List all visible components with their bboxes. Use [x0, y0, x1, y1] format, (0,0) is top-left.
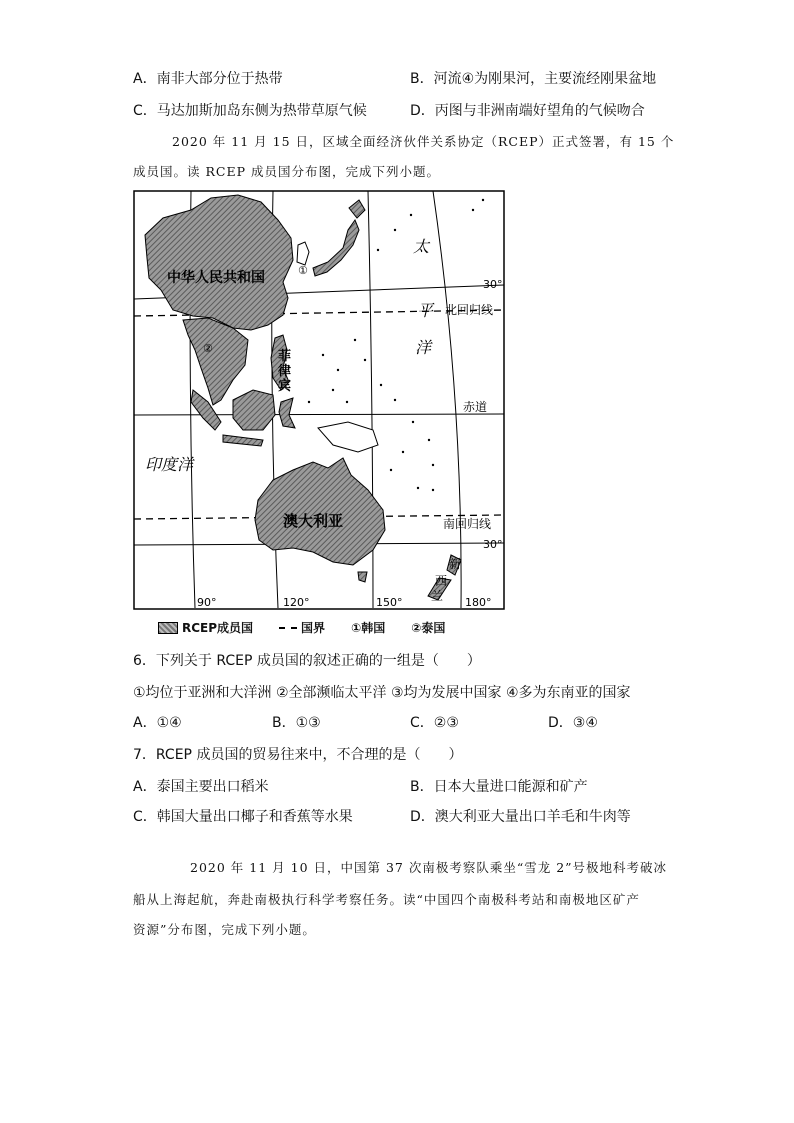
legend-korea: [351, 619, 385, 636]
passage2-line2: 船从上海起航，奔赴南极执行科学考察任务。读“中国四个南极科考站和南极地区矿产: [133, 892, 640, 907]
label-lat30s: 30°: [483, 538, 503, 551]
svg-text:西: 西: [435, 574, 448, 588]
label-pacific-2: 平: [417, 301, 434, 320]
svg-text:宾: 宾: [278, 379, 292, 394]
q5-option-a: A．南非大部分位于热带: [133, 71, 283, 87]
label-australia: 澳大利亚: [283, 512, 344, 530]
passage2-line1: 2020 年 11 月 10 日，中国第 37 次南极考察队乘坐“雪龙 2”号极地科考破冰: [190, 860, 668, 875]
legend-border: [279, 619, 325, 636]
legend-member: [158, 619, 253, 636]
svg-text:新: 新: [449, 557, 462, 571]
tasmania-shape: [358, 572, 367, 582]
legend-korea-label: ①韩国: [351, 621, 386, 635]
label-lon90: 90°: [197, 596, 217, 609]
q7-stem: 7．RCEP 成员国的贸易往来中，不合理的是（ ）: [133, 747, 463, 763]
q5-option-c: C．马达加斯加岛东侧为热带草原气候: [133, 103, 367, 119]
member-swatch: [158, 622, 178, 634]
label-lon120: 120°: [283, 596, 310, 609]
label-lat30n: 30°: [483, 278, 503, 291]
label-pacific-3: 洋: [415, 338, 432, 357]
q5-option-b: B．河流④为刚果河，主要流经刚果盆地: [410, 71, 657, 87]
marker-thailand: ②: [203, 342, 213, 355]
legend-border-label: 国界: [301, 621, 326, 635]
label-indian-ocean: 印度洋: [145, 455, 194, 474]
label-lon150: 150°: [376, 596, 403, 609]
label-pacific-1: 太: [413, 237, 430, 256]
q5-option-d: D．丙图与非洲南端好望角的气候吻合: [410, 103, 645, 119]
svg-text:律: 律: [278, 364, 292, 379]
label-lon180: 180°: [465, 596, 492, 609]
rcep-map: [133, 190, 505, 612]
border-swatch: [279, 627, 297, 629]
q7-option-a: A．泰国主要出口稻米: [133, 779, 269, 795]
map-legend: [158, 619, 445, 636]
q6-option-a: A．①④: [133, 715, 182, 731]
label-tropic-cancer: 北回归线: [445, 303, 494, 317]
svg-text:兰: 兰: [431, 589, 444, 603]
passage1-line2: 成员国。读 RCEP 成员国分布图，完成下列小题。: [133, 164, 440, 179]
label-equator: 赤道: [463, 400, 488, 414]
passage2-line3: 资源”分布图，完成下列小题。: [133, 922, 316, 937]
legend-thailand-label: ②泰国: [411, 621, 446, 635]
passage1-line1: 2020 年 11 月 15 日，区域全面经济伙伴关系协定（RCEP）正式签署，有 15 个: [172, 134, 675, 149]
label-china: 中华人民共和国: [167, 270, 265, 286]
q6-option-c: C．②③: [410, 715, 459, 731]
label-tropic-capricorn: 南回归线: [443, 517, 492, 531]
q6-option-d: D．③④: [548, 715, 598, 731]
legend-member-label: RCEP成员国: [182, 621, 254, 635]
label-philippines: [278, 348, 291, 394]
marker-korea: ①: [298, 264, 308, 277]
svg-text:菲: 菲: [278, 349, 292, 364]
q6-stem: 6．下列关于 RCEP 成员国的叙述正确的一组是（ ）: [133, 653, 481, 669]
legend-thailand: [411, 619, 445, 636]
q6-statements: ①均位于亚洲和大洋洲 ②全部濒临太平洋 ③均为发展中国家 ④多为东南亚的国家: [133, 685, 631, 701]
q7-option-b: B．日本大量进口能源和矿产: [410, 779, 588, 795]
q7-option-d: D．澳大利亚大量出口羊毛和牛肉等: [410, 809, 631, 825]
q7-option-c: C．韩国大量出口椰子和香蕉等水果: [133, 809, 353, 825]
q6-option-b: B．①③: [272, 715, 321, 731]
